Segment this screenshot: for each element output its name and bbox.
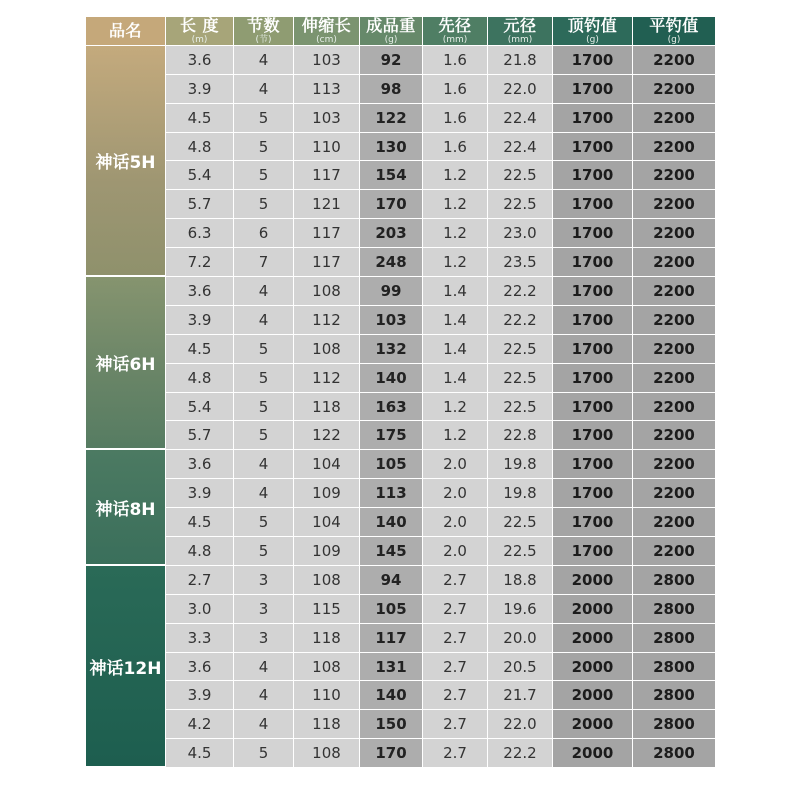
cell-top-fishing-value: 2000 (553, 595, 632, 624)
cell-butt-diameter: 22.2 (488, 277, 552, 306)
cell-butt-diameter: 22.0 (488, 75, 552, 104)
cell-butt-diameter: 22.5 (488, 190, 552, 219)
cell-tip-diameter: 1.4 (423, 335, 487, 364)
cell-tip-diameter: 1.2 (423, 248, 487, 277)
cell-telescoped-length: 118 (294, 393, 359, 422)
cell-top-fishing-value: 1700 (553, 219, 632, 248)
cell-tip-diameter: 2.7 (423, 566, 487, 595)
cell-telescoped-length: 108 (294, 335, 359, 364)
cell-length: 4.8 (166, 537, 233, 566)
cell-flat-fishing-value: 2200 (633, 306, 715, 335)
cell-sections: 4 (234, 710, 293, 739)
cell-top-fishing-value: 1700 (553, 335, 632, 364)
cell-weight: 203 (360, 219, 422, 248)
cell-tip-diameter: 2.0 (423, 508, 487, 537)
cell-top-fishing-value: 1700 (553, 133, 632, 162)
header-unit: (g) (586, 34, 599, 45)
cell-flat-fishing-value: 2200 (633, 277, 715, 306)
cell-top-fishing-value: 2000 (553, 624, 632, 653)
cell-butt-diameter: 21.7 (488, 681, 552, 710)
cell-telescoped-length: 122 (294, 421, 359, 450)
cell-telescoped-length: 118 (294, 624, 359, 653)
cell-tip-diameter: 1.6 (423, 46, 487, 75)
cell-telescoped-length: 104 (294, 450, 359, 479)
cell-length: 5.4 (166, 161, 233, 190)
group-label: 神话5H (86, 46, 165, 277)
cell-length: 4.5 (166, 335, 233, 364)
cell-butt-diameter: 22.5 (488, 335, 552, 364)
cell-tip-diameter: 1.6 (423, 75, 487, 104)
header-sections (234, 17, 293, 46)
cell-tip-diameter: 1.2 (423, 421, 487, 450)
cell-length: 3.6 (166, 46, 233, 75)
cell-sections: 5 (234, 133, 293, 162)
header-unit: (cm) (316, 34, 337, 45)
cell-top-fishing-value: 1700 (553, 161, 632, 190)
cell-top-fishing-value: 1700 (553, 248, 632, 277)
cell-telescoped-length: 112 (294, 364, 359, 393)
cell-top-fishing-value: 1700 (553, 75, 632, 104)
cell-weight: 140 (360, 508, 422, 537)
cell-sections: 4 (234, 450, 293, 479)
cell-sections: 5 (234, 739, 293, 768)
cell-tip-diameter: 1.4 (423, 306, 487, 335)
cell-length: 3.6 (166, 653, 233, 682)
cell-butt-diameter: 22.2 (488, 739, 552, 768)
cell-flat-fishing-value: 2800 (633, 566, 715, 595)
cell-tip-diameter: 2.0 (423, 450, 487, 479)
cell-flat-fishing-value: 2800 (633, 710, 715, 739)
cell-telescoped-length: 109 (294, 479, 359, 508)
cell-top-fishing-value: 1700 (553, 479, 632, 508)
cell-tip-diameter: 2.0 (423, 537, 487, 566)
header-butt-diameter (488, 17, 552, 46)
cell-flat-fishing-value: 2200 (633, 75, 715, 104)
cell-weight: 132 (360, 335, 422, 364)
cell-sections: 6 (234, 219, 293, 248)
cell-sections: 7 (234, 248, 293, 277)
header-label: 节数 (246, 15, 280, 35)
cell-flat-fishing-value: 2200 (633, 104, 715, 133)
cell-weight: 248 (360, 248, 422, 277)
cell-weight: 103 (360, 306, 422, 335)
cell-length: 3.9 (166, 306, 233, 335)
cell-sections: 5 (234, 364, 293, 393)
cell-telescoped-length: 108 (294, 566, 359, 595)
cell-top-fishing-value: 1700 (553, 306, 632, 335)
cell-butt-diameter: 22.0 (488, 710, 552, 739)
cell-tip-diameter: 2.7 (423, 653, 487, 682)
cell-top-fishing-value: 2000 (553, 681, 632, 710)
header-length (166, 17, 233, 46)
cell-weight: 122 (360, 104, 422, 133)
cell-weight: 99 (360, 277, 422, 306)
header-top-fishing-value (553, 17, 632, 46)
cell-length: 4.2 (166, 710, 233, 739)
cell-tip-diameter: 1.6 (423, 104, 487, 133)
cell-length: 2.7 (166, 566, 233, 595)
cell-sections: 5 (234, 335, 293, 364)
cell-weight: 140 (360, 681, 422, 710)
cell-weight: 113 (360, 479, 422, 508)
cell-flat-fishing-value: 2200 (633, 450, 715, 479)
rod-spec-table (86, 17, 715, 768)
cell-sections: 4 (234, 479, 293, 508)
cell-tip-diameter: 1.4 (423, 364, 487, 393)
header-unit: (mm) (442, 34, 468, 45)
group-label: 神话8H (86, 450, 165, 566)
cell-weight: 170 (360, 190, 422, 219)
cell-weight: 105 (360, 595, 422, 624)
cell-telescoped-length: 118 (294, 710, 359, 739)
cell-flat-fishing-value: 2200 (633, 364, 715, 393)
cell-tip-diameter: 2.7 (423, 710, 487, 739)
cell-butt-diameter: 19.8 (488, 450, 552, 479)
cell-weight: 163 (360, 393, 422, 422)
header-flat-fishing-value (633, 17, 715, 46)
cell-weight: 154 (360, 161, 422, 190)
cell-sections: 5 (234, 190, 293, 219)
cell-top-fishing-value: 2000 (553, 710, 632, 739)
cell-sections: 4 (234, 277, 293, 306)
cell-flat-fishing-value: 2200 (633, 133, 715, 162)
cell-top-fishing-value: 1700 (553, 537, 632, 566)
cell-telescoped-length: 110 (294, 681, 359, 710)
cell-length: 3.6 (166, 277, 233, 306)
cell-telescoped-length: 109 (294, 537, 359, 566)
cell-sections: 5 (234, 508, 293, 537)
cell-length: 4.8 (166, 364, 233, 393)
cell-length: 4.5 (166, 739, 233, 768)
cell-length: 3.3 (166, 624, 233, 653)
cell-flat-fishing-value: 2800 (633, 739, 715, 768)
cell-sections: 4 (234, 306, 293, 335)
cell-sections: 4 (234, 75, 293, 104)
cell-weight: 175 (360, 421, 422, 450)
cell-flat-fishing-value: 2800 (633, 681, 715, 710)
cell-tip-diameter: 2.0 (423, 479, 487, 508)
header-unit: (g) (384, 34, 398, 45)
cell-tip-diameter: 1.2 (423, 393, 487, 422)
cell-sections: 3 (234, 595, 293, 624)
cell-telescoped-length: 108 (294, 653, 359, 682)
header-unit: (g) (667, 34, 681, 45)
cell-telescoped-length: 103 (294, 104, 359, 133)
cell-length: 3.6 (166, 450, 233, 479)
cell-flat-fishing-value: 2200 (633, 537, 715, 566)
cell-weight: 105 (360, 450, 422, 479)
cell-tip-diameter: 2.7 (423, 624, 487, 653)
cell-butt-diameter: 19.8 (488, 479, 552, 508)
cell-weight: 117 (360, 624, 422, 653)
cell-flat-fishing-value: 2200 (633, 219, 715, 248)
cell-top-fishing-value: 1700 (553, 450, 632, 479)
cell-butt-diameter: 18.8 (488, 566, 552, 595)
cell-butt-diameter: 22.4 (488, 133, 552, 162)
header-label: 长 度 (179, 15, 220, 35)
cell-weight: 170 (360, 739, 422, 768)
cell-butt-diameter: 20.5 (488, 653, 552, 682)
cell-butt-diameter: 22.5 (488, 537, 552, 566)
cell-length: 4.5 (166, 508, 233, 537)
cell-weight: 92 (360, 46, 422, 75)
cell-sections: 3 (234, 566, 293, 595)
header-unit: (mm) (507, 34, 533, 45)
cell-length: 4.5 (166, 104, 233, 133)
cell-tip-diameter: 1.6 (423, 133, 487, 162)
cell-length: 6.3 (166, 219, 233, 248)
cell-length: 5.4 (166, 393, 233, 422)
cell-telescoped-length: 117 (294, 248, 359, 277)
group-label: 神话12H (86, 566, 165, 768)
cell-length: 3.9 (166, 681, 233, 710)
cell-length: 7.2 (166, 248, 233, 277)
cell-top-fishing-value: 1700 (553, 364, 632, 393)
header-product-name (86, 17, 165, 46)
header-unit: (节) (255, 34, 272, 45)
cell-telescoped-length: 112 (294, 306, 359, 335)
cell-top-fishing-value: 1700 (553, 508, 632, 537)
cell-butt-diameter: 22.8 (488, 421, 552, 450)
cell-telescoped-length: 108 (294, 739, 359, 768)
cell-sections: 3 (234, 624, 293, 653)
cell-tip-diameter: 2.7 (423, 595, 487, 624)
cell-flat-fishing-value: 2200 (633, 335, 715, 364)
cell-sections: 5 (234, 421, 293, 450)
cell-sections: 4 (234, 46, 293, 75)
cell-top-fishing-value: 1700 (553, 190, 632, 219)
cell-length: 5.7 (166, 190, 233, 219)
cell-sections: 5 (234, 161, 293, 190)
cell-flat-fishing-value: 2200 (633, 421, 715, 450)
cell-tip-diameter: 1.2 (423, 190, 487, 219)
cell-sections: 4 (234, 653, 293, 682)
cell-butt-diameter: 22.4 (488, 104, 552, 133)
cell-tip-diameter: 1.4 (423, 277, 487, 306)
cell-flat-fishing-value: 2800 (633, 653, 715, 682)
cell-telescoped-length: 117 (294, 219, 359, 248)
cell-length: 3.0 (166, 595, 233, 624)
cell-telescoped-length: 108 (294, 277, 359, 306)
cell-butt-diameter: 19.6 (488, 595, 552, 624)
cell-telescoped-length: 110 (294, 133, 359, 162)
header-tip-diameter (423, 17, 487, 46)
cell-flat-fishing-value: 2200 (633, 161, 715, 190)
cell-tip-diameter: 1.2 (423, 219, 487, 248)
cell-butt-diameter: 20.0 (488, 624, 552, 653)
cell-telescoped-length: 121 (294, 190, 359, 219)
cell-sections: 5 (234, 537, 293, 566)
cell-butt-diameter: 22.5 (488, 364, 552, 393)
cell-top-fishing-value: 2000 (553, 566, 632, 595)
cell-flat-fishing-value: 2200 (633, 508, 715, 537)
group-label: 神话6H (86, 277, 165, 450)
cell-length: 3.9 (166, 479, 233, 508)
cell-weight: 131 (360, 653, 422, 682)
cell-weight: 150 (360, 710, 422, 739)
cell-tip-diameter: 2.7 (423, 739, 487, 768)
cell-weight: 140 (360, 364, 422, 393)
cell-flat-fishing-value: 2200 (633, 190, 715, 219)
cell-weight: 145 (360, 537, 422, 566)
cell-top-fishing-value: 2000 (553, 739, 632, 768)
cell-telescoped-length: 103 (294, 46, 359, 75)
header-label: 元径 (503, 15, 537, 35)
cell-flat-fishing-value: 2200 (633, 479, 715, 508)
cell-butt-diameter: 23.0 (488, 219, 552, 248)
cell-weight: 94 (360, 566, 422, 595)
cell-flat-fishing-value: 2200 (633, 248, 715, 277)
cell-telescoped-length: 104 (294, 508, 359, 537)
cell-top-fishing-value: 1700 (553, 393, 632, 422)
cell-flat-fishing-value: 2200 (633, 46, 715, 75)
cell-butt-diameter: 23.5 (488, 248, 552, 277)
cell-top-fishing-value: 1700 (553, 46, 632, 75)
cell-telescoped-length: 117 (294, 161, 359, 190)
cell-weight: 130 (360, 133, 422, 162)
cell-top-fishing-value: 1700 (553, 277, 632, 306)
cell-length: 4.8 (166, 133, 233, 162)
cell-top-fishing-value: 1700 (553, 421, 632, 450)
cell-telescoped-length: 113 (294, 75, 359, 104)
cell-length: 5.7 (166, 421, 233, 450)
cell-butt-diameter: 22.5 (488, 161, 552, 190)
cell-butt-diameter: 22.2 (488, 306, 552, 335)
header-weight (360, 17, 422, 46)
header-label: 伸缩长 (301, 15, 352, 35)
header-label: 顶钓值 (567, 15, 618, 35)
header-label: 平钓值 (649, 15, 699, 35)
cell-flat-fishing-value: 2200 (633, 393, 715, 422)
cell-sections: 4 (234, 681, 293, 710)
cell-flat-fishing-value: 2800 (633, 624, 715, 653)
cell-tip-diameter: 1.2 (423, 161, 487, 190)
cell-tip-diameter: 2.7 (423, 681, 487, 710)
cell-top-fishing-value: 1700 (553, 104, 632, 133)
header-label: 成品重 (366, 15, 416, 35)
cell-telescoped-length: 115 (294, 595, 359, 624)
header-telescoped-length (294, 17, 359, 46)
cell-length: 3.9 (166, 75, 233, 104)
cell-flat-fishing-value: 2800 (633, 595, 715, 624)
header-unit: (m) (191, 34, 208, 45)
cell-sections: 5 (234, 104, 293, 133)
header-label: 品名 (108, 20, 142, 40)
cell-butt-diameter: 22.5 (488, 508, 552, 537)
header-label: 先径 (438, 15, 472, 35)
cell-sections: 5 (234, 393, 293, 422)
cell-top-fishing-value: 2000 (553, 653, 632, 682)
cell-butt-diameter: 21.8 (488, 46, 552, 75)
cell-butt-diameter: 22.5 (488, 393, 552, 422)
cell-weight: 98 (360, 75, 422, 104)
